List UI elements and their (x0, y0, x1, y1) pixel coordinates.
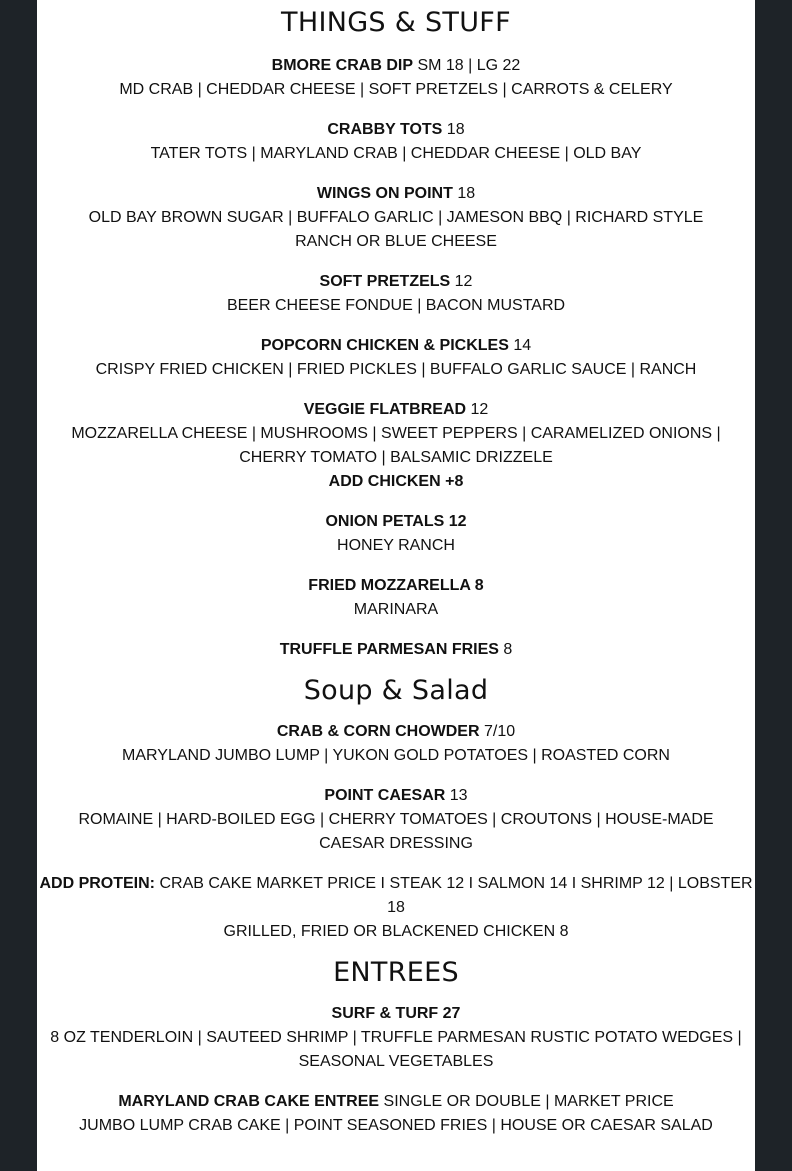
item-price: 18 (452, 185, 476, 202)
item-price: 18 (442, 121, 465, 138)
item-name: SOFT PRETZELS (319, 273, 451, 290)
item-price: 12 (450, 273, 473, 290)
item-price: 7/10 (479, 723, 516, 740)
section-title-entrees: ENTREES (333, 957, 459, 988)
menu-item-popcorn-chicken (37, 334, 755, 358)
item-name: BMORE CRAB DIP (271, 57, 413, 74)
item-addon: ADD CHICKEN +8 (328, 473, 464, 490)
item-description-line-2: CAESAR DRESSING (319, 835, 473, 852)
item-description: OLD BAY BROWN SUGAR | BUFFALO GARLIC | JAMESON BBQ | RICHARD STYLE (88, 209, 704, 226)
item-description: MARINARA (353, 601, 439, 618)
item-name: POINT CAESAR (324, 787, 446, 804)
item-price: 8 (498, 641, 513, 658)
menu-item-soft-pretzels (37, 270, 755, 294)
item-description: MARYLAND JUMBO LUMP | YUKON GOLD POTATOES | ROASTED CORN (122, 747, 670, 764)
item-description: ROMAINE | HARD-BOILED EGG | CHERRY TOMATOES | CROUTONS | HOUSE-MADE (78, 811, 714, 828)
item-description: CRISPY FRIED CHICKEN | FRIED PICKLES | BUFFALO GARLIC SAUCE | RANCH (95, 361, 697, 378)
item-price: 12 (466, 401, 489, 418)
menu-item-onion-petals (37, 510, 755, 534)
item-description: MD CRAB | CHEDDAR CHEESE | SOFT PRETZELS | CARROTS & CELERY (119, 81, 673, 98)
item-name: TRUFFLE PARMESAN FRIES (279, 641, 499, 658)
menu-item-bmore-crab-dip (37, 54, 755, 78)
add-protein-label: ADD PROTEIN: (39, 875, 156, 892)
item-description: TATER TOTS | MARYLAND CRAB | CHEDDAR CHEESE | OLD BAY (150, 145, 642, 162)
item-name: ONION PETALS 12 (325, 513, 467, 530)
item-description: HONEY RANCH (337, 537, 455, 554)
item-name: MARYLAND CRAB CAKE ENTREE (118, 1093, 380, 1110)
item-price: SINGLE OR DOUBLE | MARKET PRICE (379, 1093, 674, 1110)
menu-item-wings-on-point (37, 182, 755, 206)
menu-page (37, 0, 755, 1171)
item-name: CRABBY TOTS (327, 121, 443, 138)
item-name: VEGGIE FLATBREAD (303, 401, 467, 418)
item-description-line-2: RANCH OR BLUE CHEESE (295, 233, 497, 250)
menu-item-fried-mozzarella (37, 574, 755, 598)
item-name: CRAB & CORN CHOWDER (276, 723, 480, 740)
add-protein-options: CRAB CAKE MARKET PRICE I STEAK 12 I SALMON 14 I SHRIMP 12 | LOBSTER (155, 875, 753, 892)
item-price: 13 (445, 787, 468, 804)
add-protein-line (37, 872, 755, 896)
add-protein-chicken: GRILLED, FRIED OR BLACKENED CHICKEN 8 (223, 923, 569, 940)
item-description-line-2: SEASONAL VEGETABLES (298, 1053, 494, 1070)
item-name: POPCORN CHICKEN & PICKLES (260, 337, 509, 354)
menu-item-surf-turf (37, 1002, 755, 1026)
menu-item-crabby-tots (37, 118, 755, 142)
menu-item-maryland-crab-cake (37, 1090, 755, 1114)
item-price: SM 18 | LG 22 (413, 57, 521, 74)
add-protein-line-2: 18 (387, 899, 405, 916)
menu-item-truffle-parmesan-fries (37, 638, 755, 662)
item-description: MOZZARELLA CHEESE | MUSHROOMS | SWEET PEPPERS | CARAMELIZED ONIONS | (71, 425, 721, 442)
menu-item-point-caesar (37, 784, 755, 808)
item-description: JUMBO LUMP CRAB CAKE | POINT SEASONED FRIES | HOUSE OR CAESAR SALAD (79, 1117, 713, 1134)
item-description: BEER CHEESE FONDUE | BACON MUSTARD (226, 297, 566, 314)
section-title-things-stuff: THINGS & STUFF (281, 7, 511, 38)
menu-item-crab-corn-chowder (37, 720, 755, 744)
item-name: FRIED MOZZARELLA 8 (308, 577, 484, 594)
section-title-soup-salad: Soup & Salad (303, 675, 489, 706)
item-description: 8 OZ TENDERLOIN | SAUTEED SHRIMP | TRUFFLE PARMESAN RUSTIC POTATO WEDGES | (50, 1029, 742, 1046)
item-description-line-2: CHERRY TOMATO | BALSAMIC DRIZZELE (239, 449, 553, 466)
item-name: WINGS ON POINT (316, 185, 453, 202)
item-name: SURF & TURF 27 (331, 1005, 461, 1022)
menu-item-veggie-flatbread (37, 398, 755, 422)
item-price: 14 (508, 337, 532, 354)
